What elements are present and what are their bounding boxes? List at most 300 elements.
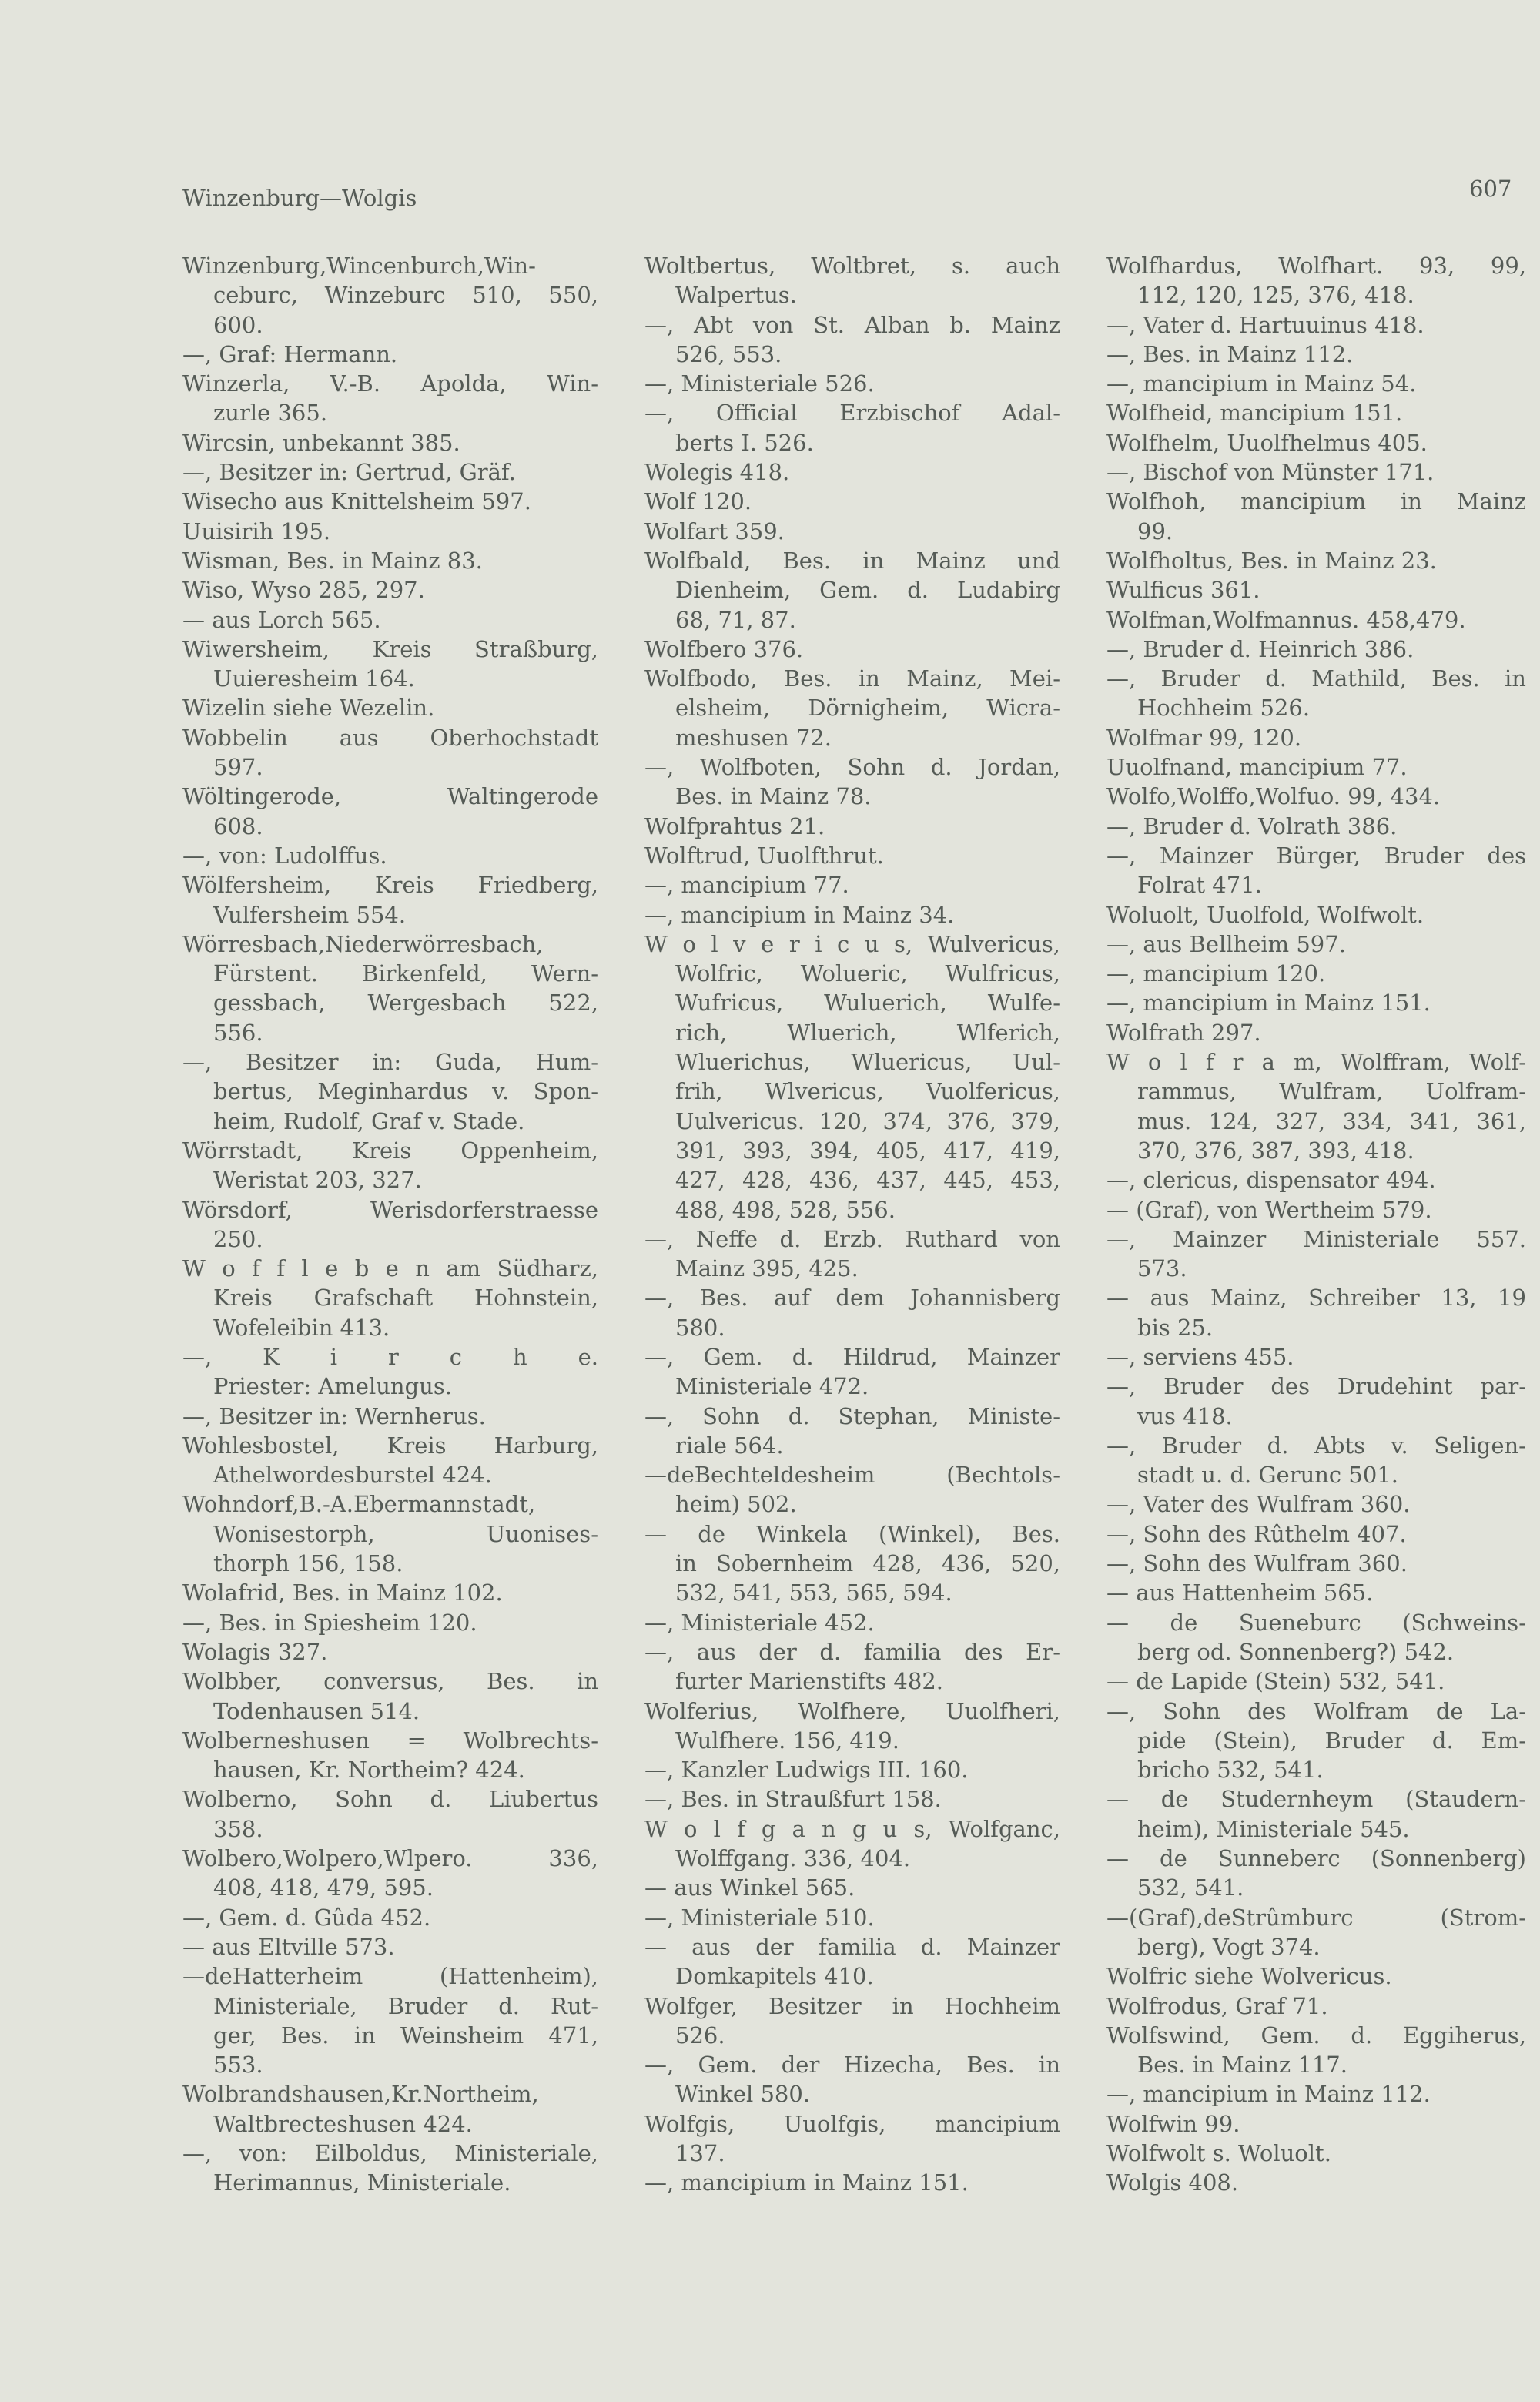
index-entry xyxy=(1106,340,1526,369)
index-entry-line: 580. xyxy=(675,1314,725,1341)
index-entry xyxy=(1106,310,1526,340)
index-entry-line: W o l v e r i c u s, Wulvericus, xyxy=(644,930,1060,957)
index-entry-line: —, Besitzer in: Gertrud, Gräf. xyxy=(182,459,516,486)
index-entry xyxy=(1106,1903,1526,1962)
index-entry xyxy=(644,1224,1060,1284)
index-entry xyxy=(1106,812,1526,841)
index-entry-line: furter Marienstifts 482. xyxy=(675,1668,943,1695)
index-entry xyxy=(644,635,1060,664)
index-entry xyxy=(644,1519,1060,1608)
index-entry xyxy=(182,1431,598,1490)
index-entry xyxy=(644,900,1060,930)
index-entry-line: —deHatterheim (Hattenheim), xyxy=(182,1963,598,1990)
index-entry-line: —, Gem. der Hizecha, Bes. in xyxy=(644,2052,1060,2079)
index-entry xyxy=(644,1283,1060,1342)
index-entry-line: Wöltingerode, Waltingerode xyxy=(182,783,598,810)
index-entry-line: —, Sohn des Wulfram 360. xyxy=(1106,1550,1408,1577)
index-entry xyxy=(644,752,1060,812)
index-entry xyxy=(182,1637,598,1667)
index-entry-line: Todenhausen 514. xyxy=(213,1697,420,1724)
index-entry xyxy=(1106,1844,1526,1903)
index-entry xyxy=(644,457,1060,487)
index-entry xyxy=(182,870,598,930)
index-entry-line: 370, 376, 387, 393, 418. xyxy=(1137,1137,1414,1164)
index-entry-line: Athelwordesburstel 424. xyxy=(213,1462,492,1489)
index-entry-line: —(Graf),deStrûmburc (Strom- xyxy=(1106,1904,1526,1931)
index-entry-line: —, Bruder d. Abts v. Seligen- xyxy=(1106,1432,1526,1459)
index-entry-line: rammus, Wulfram, Uolfram- xyxy=(1137,1078,1526,1105)
index-entry xyxy=(182,1903,598,1932)
index-entry xyxy=(1106,752,1526,782)
index-entry-line: 488, 498, 528, 556. xyxy=(675,1196,896,1223)
index-entry xyxy=(644,546,1060,635)
index-entry-line: heim, Rudolf, Graf v. Stade. xyxy=(213,1107,525,1134)
index-entry xyxy=(182,1342,598,1402)
index-entry-line: — aus Lorch 565. xyxy=(182,606,381,633)
index-entry-line: Wohndorf,B.-A.Ebermannstadt, xyxy=(182,1491,536,1518)
index-entry-line: heim), Ministeriale 545. xyxy=(1137,1815,1410,1842)
index-entry xyxy=(182,1578,598,1607)
index-entry-line: ceburc, Winzeburc 510, 550, xyxy=(213,282,598,309)
index-entry-line: mus. 124, 327, 334, 341, 361, xyxy=(1137,1107,1526,1134)
index-entry-line: Wolfprahtus 21. xyxy=(644,812,825,839)
index-entry xyxy=(1106,723,1526,752)
index-entry xyxy=(1106,398,1526,427)
index-entry xyxy=(1106,1961,1526,1991)
index-entry-line: —, Graf: Hermann. xyxy=(182,340,398,367)
index-entry-line: Wohlesbostel, Kreis Harburg, xyxy=(182,1432,598,1459)
index-entry-line: Wolegis 418. xyxy=(644,459,790,486)
index-entry-line: —deBechteldesheim (Bechtols- xyxy=(644,1462,1060,1489)
index-entry-line: berg), Vogt 374. xyxy=(1137,1933,1321,1960)
index-entry-line: Folrat 471. xyxy=(1137,872,1262,899)
index-entry-line: Bes. in Mainz 117. xyxy=(1137,2052,1348,2079)
index-entry-line: —, mancipium in Mainz 54. xyxy=(1106,370,1417,397)
index-entry-line: —, serviens 455. xyxy=(1106,1343,1294,1370)
index-entry xyxy=(182,457,598,487)
index-entry-line: rich, Wluerich, Wlferich, xyxy=(675,1019,1060,1046)
index-entry xyxy=(644,664,1060,752)
index-entry-line: Wolgis 408. xyxy=(1106,2169,1239,2196)
index-entry-line: —, Ministeriale 510. xyxy=(644,1904,875,1931)
index-entry xyxy=(644,1784,1060,1814)
index-entry-line: —, Bruder des Drudehint par- xyxy=(1106,1373,1526,1400)
index-entry xyxy=(182,251,598,340)
index-entry-line: Kreis Grafschaft Hohnstein, xyxy=(213,1285,598,1312)
index-entry-line: Uuolfnand, mancipium 77. xyxy=(1106,754,1408,781)
index-entry-line: —, mancipium in Mainz 34. xyxy=(644,901,955,928)
running-title: Winzenburg—Wolgis xyxy=(182,185,417,211)
index-entry xyxy=(1106,635,1526,664)
index-entry xyxy=(644,517,1060,546)
index-entry xyxy=(644,841,1060,870)
index-entry xyxy=(182,2079,598,2139)
index-entry xyxy=(644,398,1060,457)
index-entry-line: —, Bruder d. Heinrich 386. xyxy=(1106,635,1414,662)
index-entry xyxy=(644,369,1060,398)
index-entry-line: Winzerla, V.-B. Apolda, Win- xyxy=(182,370,598,397)
index-entry-line: ger, Bes. in Weinsheim 471, xyxy=(213,2022,598,2049)
index-entry-line: —, Bes. in Mainz 112. xyxy=(1106,340,1354,367)
index-entry-line: Wolfwin 99. xyxy=(1106,2110,1240,2137)
index-entry-line: — (Graf), von Wertheim 579. xyxy=(1106,1196,1432,1223)
index-entry-line: Wolfholtus, Bes. in Mainz 23. xyxy=(1106,547,1437,574)
index-entry-line: —, von: Ludolffus. xyxy=(182,842,387,869)
index-entry-line: meshusen 72. xyxy=(675,724,832,751)
index-entry-line: 408, 418, 479, 595. xyxy=(213,1874,434,1901)
index-entry xyxy=(1106,1018,1526,1047)
index-entry-line: — de Studernheym (Staudern- xyxy=(1106,1786,1526,1813)
index-entry-line: frih, Wlvericus, Vuolfericus, xyxy=(675,1078,1060,1105)
index-entry-line: Winzenburg,Wincenburch,Win- xyxy=(182,253,536,279)
index-entry-line: Uulvericus. 120, 374, 376, 379, xyxy=(675,1107,1060,1134)
index-entry-line: —, Sohn des Rûthelm 407. xyxy=(1106,1520,1407,1547)
index-entry-line: —, K i r c h e. xyxy=(182,1343,598,1370)
index-entry xyxy=(182,841,598,870)
index-entry-line: 250. xyxy=(213,1225,263,1252)
index-column-3 xyxy=(1106,251,1526,2198)
index-entry-line: elsheim, Dörnigheim, Wicra- xyxy=(675,695,1060,722)
index-entry xyxy=(644,1460,1060,1519)
index-entry-line: Wolfrath 297. xyxy=(1106,1019,1261,1046)
index-entry-line: Wolbber, conversus, Bes. in xyxy=(182,1668,598,1695)
index-entry xyxy=(644,930,1060,1224)
index-entry-line: Wolfhelm, Uuolfhelmus 405. xyxy=(1106,429,1428,456)
index-entry-line: Wulfhere. 156, 419. xyxy=(675,1727,899,1754)
index-entry xyxy=(1106,900,1526,930)
index-entry xyxy=(182,369,598,428)
index-entry-line: —, von: Eilboldus, Ministeriale, xyxy=(182,2140,598,2166)
index-entry-line: riale 564. xyxy=(675,1432,784,1459)
index-entry-line: Priester: Amelungus. xyxy=(213,1373,452,1400)
index-entry xyxy=(644,1814,1060,1874)
index-entry-line: W o l f r a m, Wolffram, Wolf- xyxy=(1106,1049,1526,1076)
index-entry-line: Wonisestorph, Uuonises- xyxy=(213,1520,598,1547)
index-entry xyxy=(644,2050,1060,2109)
index-entry xyxy=(1106,1784,1526,1844)
index-entry xyxy=(1106,782,1526,811)
index-entry-line: Wörrstadt, Kreis Oppenheim, xyxy=(182,1137,598,1164)
index-entry-line: Ministeriale 472. xyxy=(675,1373,869,1400)
index-entry xyxy=(644,1697,1060,1756)
index-entry xyxy=(1106,457,1526,487)
index-entry xyxy=(1106,605,1526,635)
index-entry-line: —, mancipium in Mainz 151. xyxy=(644,2169,969,2196)
index-entry xyxy=(182,1608,598,1637)
index-entry xyxy=(182,930,598,1047)
index-entry-line: Wolfheid, mancipium 151. xyxy=(1106,400,1403,427)
index-entry-line: Wolfger, Besitzer in Hochheim xyxy=(644,1992,1060,2019)
index-entry xyxy=(1106,2139,1526,2168)
index-entry-line: —, Neffe d. Erzb. Ruthard von xyxy=(644,1225,1060,1252)
index-entry-line: —, Vater des Wulfram 360. xyxy=(1106,1491,1411,1518)
index-entry-line: Wolfhardus, Wolfhart. 93, 99, xyxy=(1106,253,1526,279)
index-entry-line: Wörsdorf, Werisdorferstraesse xyxy=(182,1196,598,1223)
index-entry-line: Wolagis 327. xyxy=(182,1638,328,1665)
index-entry-line: 556. xyxy=(213,1019,263,1046)
page-number: 607 xyxy=(1469,176,1512,202)
index-entry-line: berg od. Sonnenberg?) 542. xyxy=(1137,1638,1455,1665)
index-entry xyxy=(1106,1519,1526,1549)
index-entry-line: 68, 71, 87. xyxy=(675,606,796,633)
index-entry xyxy=(644,1608,1060,1637)
index-entry-line: Woltbertus, Woltbret, s. auch xyxy=(644,253,1060,279)
index-entry xyxy=(1106,1667,1526,1696)
index-entry-line: Wulficus 361. xyxy=(1106,577,1260,604)
index-entry xyxy=(182,428,598,457)
index-entry xyxy=(644,1637,1060,1697)
index-entry-line: Wiso, Wyso 285, 297. xyxy=(182,577,425,604)
index-entry xyxy=(1106,664,1526,723)
index-entry xyxy=(1106,575,1526,605)
index-entry xyxy=(644,487,1060,516)
index-entry xyxy=(1106,2109,1526,2139)
index-entry xyxy=(644,310,1060,370)
index-entry xyxy=(1106,1165,1526,1194)
index-entry xyxy=(182,1402,598,1431)
index-entry xyxy=(1106,487,1526,546)
index-entry-line: —, Bischof von Münster 171. xyxy=(1106,459,1435,486)
index-entry-line: —, Bruder d. Volrath 386. xyxy=(1106,812,1398,839)
index-entry-line: Fürstent. Birkenfeld, Wern- xyxy=(213,960,598,987)
index-entry xyxy=(1106,1992,1526,2021)
index-entry xyxy=(182,487,598,516)
index-entry-line: —, Official Erzbischof Adal- xyxy=(644,400,1060,427)
index-entry xyxy=(182,575,598,605)
index-entry xyxy=(182,1844,598,1903)
index-entry xyxy=(182,1784,598,1844)
index-entry-line: Uuisirih 195. xyxy=(182,518,331,544)
index-entry xyxy=(182,2139,598,2198)
index-entry-line: Wolberneshusen = Wolbrechts- xyxy=(182,1727,598,1754)
index-entry xyxy=(1106,1283,1526,1342)
index-entry-line: Weristat 203, 327. xyxy=(213,1167,422,1194)
index-entry-line: Walpertus. xyxy=(675,282,797,309)
index-entry-line: Wolf 120. xyxy=(644,488,752,515)
index-entry xyxy=(644,1873,1060,1902)
index-entry xyxy=(182,1254,598,1342)
index-entry-line: Wolffgang. 336, 404. xyxy=(675,1845,911,1872)
index-entry-line: Uuieresheim 164. xyxy=(213,665,415,692)
index-entry-line: 600. xyxy=(213,311,263,338)
index-entry-line: 526, 553. xyxy=(675,340,782,367)
index-entry-line: Wolberno, Sohn d. Liubertus xyxy=(182,1786,598,1813)
index-entry xyxy=(1106,959,1526,988)
index-entry xyxy=(182,1726,598,1785)
index-entry-line: — aus Hattenheim 565. xyxy=(1106,1580,1374,1606)
index-entry xyxy=(644,812,1060,841)
index-entry-line: Hochheim 526. xyxy=(1137,695,1311,722)
index-entry-line: Wluerichus, Wluericus, Uul- xyxy=(675,1049,1060,1076)
index-entry-line: —, mancipium 77. xyxy=(644,872,849,899)
index-entry-line: 358. xyxy=(213,1815,263,1842)
index-entry-line: W o l f g a n g u s, Wolfganc, xyxy=(644,1815,1060,1842)
index-entry-line: Mainz 395, 425. xyxy=(675,1255,859,1282)
index-entry-line: —, mancipium in Mainz 112. xyxy=(1106,2081,1431,2108)
index-entry xyxy=(182,517,598,546)
index-entry-line: Wolafrid, Bes. in Mainz 102. xyxy=(182,1580,503,1606)
index-entry xyxy=(1106,841,1526,900)
index-entry-line: Bes. in Mainz 78. xyxy=(675,783,872,810)
index-entry-line: Wolfbero 376. xyxy=(644,635,804,662)
index-entry-line: Wolfric siehe Wolvericus. xyxy=(1106,1963,1392,1990)
index-entry xyxy=(1106,546,1526,575)
index-entry-line: Wolftrud, Uuolfthrut. xyxy=(644,842,884,869)
index-entry xyxy=(1106,251,1526,310)
index-entry-line: — de Sueneburc (Schweins- xyxy=(1106,1609,1526,1636)
index-entry-line: —, Sohn d. Stephan, Ministe- xyxy=(644,1402,1060,1429)
index-entry xyxy=(182,1489,598,1578)
index-entry-line: —, Mainzer Ministeriale 557. xyxy=(1106,1225,1526,1252)
index-entry-line: 532, 541, 553, 565, 594. xyxy=(675,1580,952,1606)
index-entry xyxy=(644,1755,1060,1784)
index-column-2 xyxy=(644,251,1060,2198)
index-entry-line: — de Lapide (Stein) 532, 541. xyxy=(1106,1668,1445,1695)
index-entry xyxy=(644,870,1060,899)
index-entry-line: 526. xyxy=(675,2022,725,2049)
index-entry-line: vus 418. xyxy=(1137,1402,1233,1429)
index-entry-line: thorph 156, 158. xyxy=(213,1550,403,1577)
index-entry xyxy=(1106,1489,1526,1519)
index-entry-line: Wolfric, Wolueric, Wulfricus, xyxy=(675,960,1060,987)
index-entry xyxy=(182,605,598,635)
index-entry xyxy=(182,635,598,694)
index-entry-line: in Sobernheim 428, 436, 520, xyxy=(675,1550,1060,1577)
index-entry xyxy=(644,251,1060,310)
index-entry-line: —, Gem. d. Hildrud, Mainzer xyxy=(644,1343,1060,1370)
index-entry-line: Wobbelin aus Oberhochstadt xyxy=(182,724,598,751)
index-entry-line: Waltbrecteshusen 424. xyxy=(213,2110,473,2137)
index-entry xyxy=(182,1932,598,1961)
index-entry-line: bertus, Meginhardus v. Spon- xyxy=(213,1078,598,1105)
index-entry xyxy=(644,1342,1060,1402)
index-entry-line: Wircsin, unbekannt 385. xyxy=(182,429,460,456)
index-entry xyxy=(182,1961,598,2079)
index-entry-line: —, Ministeriale 452. xyxy=(644,1609,875,1636)
index-entry-line: 112, 120, 125, 376, 418. xyxy=(1137,282,1414,309)
index-entry xyxy=(644,1903,1060,1932)
index-entry-line: pide (Stein), Bruder d. Em- xyxy=(1137,1727,1526,1754)
index-entry-line: Wisecho aus Knittelsheim 597. xyxy=(182,488,531,515)
index-entry-line: Wisman, Bes. in Mainz 83. xyxy=(182,547,483,574)
index-entry xyxy=(1106,1431,1526,1490)
index-entry xyxy=(182,1136,598,1195)
index-entry-line: Wörresbach,Niederwörresbach, xyxy=(182,930,544,957)
index-entry-line: berts I. 526. xyxy=(675,429,814,456)
index-entry-line: Ministeriale, Bruder d. Rut- xyxy=(213,1992,598,2019)
index-entry-line: Dienheim, Gem. d. Ludabirg xyxy=(675,577,1060,604)
index-entry-line: 99. xyxy=(1137,518,1173,544)
index-entry-line: Wiwersheim, Kreis Straßburg, xyxy=(182,635,598,662)
index-entry-line: stadt u. d. Gerunc 501. xyxy=(1137,1462,1398,1489)
index-entry xyxy=(1106,2021,1526,2080)
index-entry-line: —, Sohn des Wolfram de La- xyxy=(1106,1697,1526,1724)
index-entry xyxy=(644,2168,1060,2197)
index-entry xyxy=(1106,1697,1526,1785)
index-entry xyxy=(1106,369,1526,398)
index-entry-line: Wolfbald, Bes. in Mainz und xyxy=(644,547,1060,574)
index-entry xyxy=(182,1195,598,1255)
index-entry xyxy=(644,1992,1060,2051)
index-entry-line: 532, 541. xyxy=(1137,1874,1244,1901)
index-entry-line: zurle 365. xyxy=(213,400,328,427)
index-entry-line: Wolfart 359. xyxy=(644,518,785,544)
index-entry xyxy=(182,1667,598,1726)
index-entry-line: Wolfgis, Uuolfgis, mancipium xyxy=(644,2110,1060,2137)
index-entry xyxy=(1106,1342,1526,1372)
index-entry xyxy=(1106,1578,1526,1607)
index-entry-line: —, Bes. auf dem Johannisberg xyxy=(644,1285,1060,1312)
index-entry-line: —, clericus, dispensator 494. xyxy=(1106,1167,1436,1194)
index-entry-line: —, Bes. in Straußfurt 158. xyxy=(644,1786,942,1813)
index-entry-line: Wufricus, Wuluerich, Wulfe- xyxy=(675,990,1060,1017)
index-entry-line: —, Vater d. Hartuuinus 418. xyxy=(1106,311,1424,338)
index-entry xyxy=(1106,1047,1526,1165)
index-entry-line: W o f f l e b e n am Südharz, xyxy=(182,1255,598,1282)
index-entry-line: 573. xyxy=(1137,1255,1187,1282)
index-entry-line: —, Besitzer in: Wernherus. xyxy=(182,1402,486,1429)
index-entry-line: gessbach, Wergesbach 522, xyxy=(213,990,598,1017)
index-entry-line: 553. xyxy=(213,2052,263,2079)
index-entry xyxy=(182,693,598,722)
index-entry xyxy=(1106,988,1526,1017)
index-entry-line: Domkapitels 410. xyxy=(675,1963,874,1990)
index-entry-line: —, Bes. in Spiesheim 120. xyxy=(182,1609,477,1636)
index-entry-line: —, mancipium 120. xyxy=(1106,960,1326,987)
index-entry-line: — de Sunneberc (Sonnenberg) xyxy=(1106,1845,1526,1872)
index-entry-line: —, Bruder d. Mathild, Bes. in xyxy=(1106,665,1526,692)
index-column-1 xyxy=(182,251,598,2198)
index-entry-line: — de Winkela (Winkel), Bes. xyxy=(644,1520,1060,1547)
index-entry xyxy=(644,1932,1060,1992)
index-entry xyxy=(644,2109,1060,2169)
index-entry xyxy=(182,723,598,782)
index-entry-line: Winkel 580. xyxy=(675,2081,811,2108)
index-entry xyxy=(182,782,598,841)
index-entry-line: Wolfrodus, Graf 71. xyxy=(1106,1992,1328,2019)
index-entry-line: Wolbero,Wolpero,Wlpero. 336, xyxy=(182,1845,598,1872)
index-entry-line: Wofeleibin 413. xyxy=(213,1314,390,1341)
index-entry-line: Wolfbodo, Bes. in Mainz, Mei- xyxy=(644,665,1060,692)
index-entry-line: —, Kanzler Ludwigs III. 160. xyxy=(644,1757,969,1784)
index-entry-line: 608. xyxy=(213,812,263,839)
index-entry xyxy=(182,1047,598,1136)
index-entry-line: —, Wolfboten, Sohn d. Jordan, xyxy=(644,754,1060,781)
index-entry-line: —, Besitzer in: Guda, Hum- xyxy=(182,1049,598,1076)
index-entry-line: — aus Mainz, Schreiber 13, 19 xyxy=(1106,1285,1526,1312)
index-entry-line: —, Ministeriale 526. xyxy=(644,370,875,397)
index-entry-line: — aus Winkel 565. xyxy=(644,1874,855,1901)
index-entry xyxy=(1106,1608,1526,1667)
index-entry xyxy=(1106,2079,1526,2109)
index-entry-line: —, Gem. d. Gûda 452. xyxy=(182,1904,431,1931)
index-entry-line: hausen, Kr. Northeim? 424. xyxy=(213,1757,525,1784)
index-entry-line: —, Mainzer Bürger, Bruder des xyxy=(1106,842,1526,869)
index-entry-line: —, Abt von St. Alban b. Mainz xyxy=(644,311,1060,338)
index-entry-line: 597. xyxy=(213,754,263,781)
index-entry-line: —, mancipium in Mainz 151. xyxy=(1106,990,1431,1017)
index-entry-line: — aus der familia d. Mainzer xyxy=(644,1933,1060,1960)
index-entry xyxy=(1106,930,1526,959)
index-entry-line: Wolfhoh, mancipium in Mainz xyxy=(1106,488,1526,515)
index-entry xyxy=(1106,428,1526,457)
index-entry xyxy=(1106,1549,1526,1578)
index-entry-line: Vulfersheim 554. xyxy=(213,901,407,928)
index-entry-line: bis 25. xyxy=(1137,1314,1214,1341)
index-entry xyxy=(644,1402,1060,1461)
index-entry xyxy=(1106,1224,1526,1284)
index-entry xyxy=(182,546,598,575)
